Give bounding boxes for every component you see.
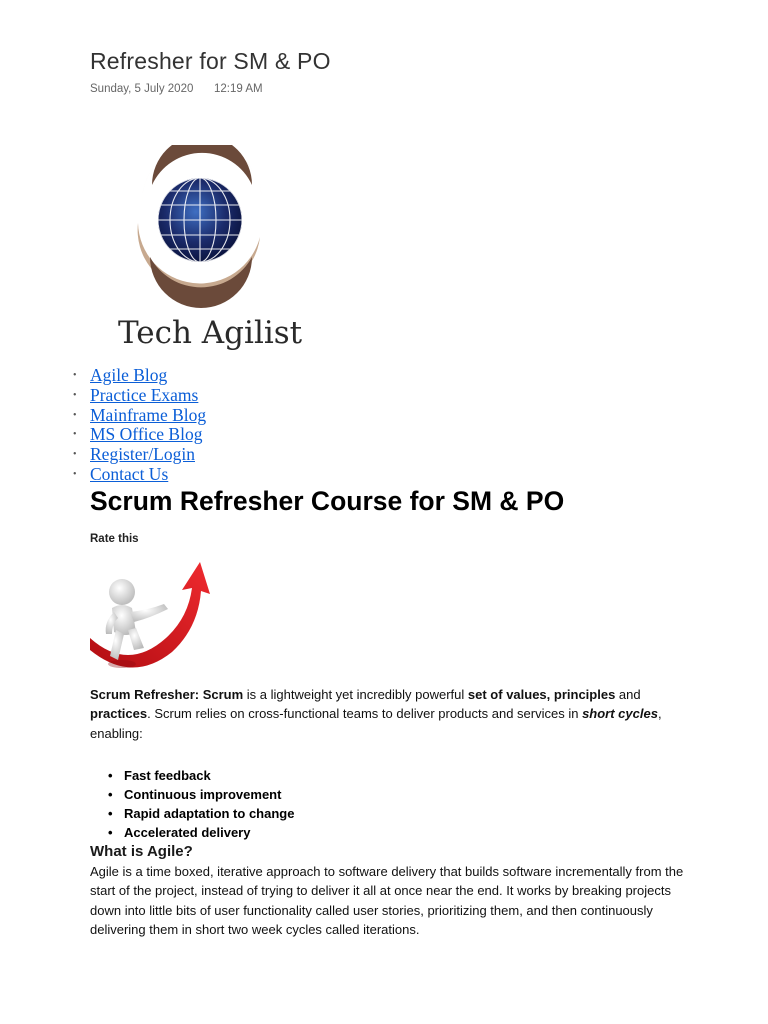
bullet-icon: •	[73, 429, 77, 441]
bullet-icon: •	[73, 449, 77, 461]
note-date: Sunday, 5 July 2020	[90, 83, 194, 95]
tech-agilist-logo	[112, 145, 302, 360]
practice-exams-link[interactable]: Practice Exams	[90, 384, 199, 405]
bullet-icon: •	[73, 409, 77, 421]
site-nav	[72, 366, 206, 485]
note-title: Refresher for SM & PO	[90, 48, 331, 74]
article-title: Scrum Refresher Course for SM & PO	[90, 486, 565, 516]
bullet-icon: •	[73, 370, 77, 381]
mainframe-blog-link[interactable]: Mainframe Blog	[90, 404, 207, 425]
scrum-intro-paragraph: Scrum Refresher: Scrum is a lightweight yet incredibly powerful set of values, principles and practices. Scrum relies on cross-functional teams to deliver products and services in short cycles, enabling:	[90, 687, 662, 741]
nav-item-ms-office-blog	[72, 425, 206, 445]
rate-this-label[interactable]: Rate this	[90, 533, 139, 545]
contact-us-link[interactable]: Contact Us	[90, 463, 169, 484]
section-heading: What is Agile?	[90, 843, 193, 860]
scrum-benefits-list	[106, 766, 294, 842]
list-item: • Continuous improvement	[106, 785, 294, 804]
growth-arrow-figure-image	[88, 560, 213, 675]
list-item: • Fast feedback	[106, 766, 294, 785]
list-item: • Accelerated delivery	[106, 823, 294, 842]
agile-blog-link[interactable]: Agile Blog	[90, 365, 168, 385]
register-login-link[interactable]: Register/Login	[90, 444, 195, 465]
logo-text: Tech Agilist	[118, 315, 302, 351]
nav-item-register-login	[72, 445, 206, 465]
list-item: • Rapid adaptation to change	[106, 804, 294, 823]
note-time: 12:19 AM	[214, 83, 263, 95]
nav-item-practice-exams	[72, 386, 206, 406]
ms-office-blog-link[interactable]: MS Office Blog	[90, 424, 203, 445]
nav-item-contact-us	[72, 465, 206, 485]
nav-item-mainframe-blog	[72, 406, 206, 426]
agile-definition-paragraph: Agile is a time boxed, iterative approach to software delivery that builds software incrementally from the start of the project, instead of trying to deliver it all at once near the end. It works by breaking projects down into little bits of user functionality called user stories, prioritizing them, and then continuously delivering them in short two week cycles called iterations.	[90, 864, 684, 937]
nav-item-agile-blog	[72, 366, 206, 386]
bullet-icon: •	[73, 389, 77, 401]
bullet-icon: •	[73, 468, 77, 480]
